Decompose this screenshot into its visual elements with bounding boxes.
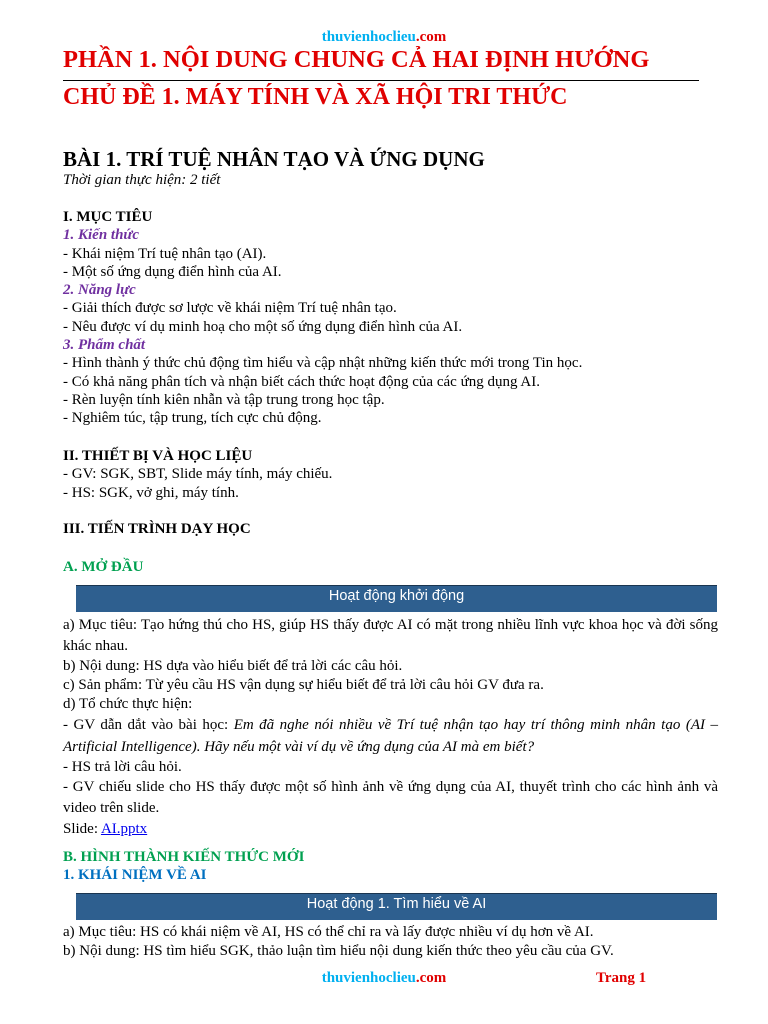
equipment-section — [63, 447, 718, 502]
section-b-body — [63, 923, 718, 961]
knowledge-item: - Khái niệm Trí tuệ nhân tạo (AI). — [63, 245, 267, 262]
section-a-body — [63, 615, 718, 840]
knowledge-item: - Một số ứng dụng điển hình của AI. — [63, 263, 282, 280]
qualities-item: - Hình thành ý thức chủ động tìm hiểu và cập nhật những kiến thức mới trong Tin học. — [63, 355, 583, 372]
header-brand — [0, 29, 768, 46]
section-a-heading: A. MỞ ĐẦU — [63, 559, 144, 575]
section-a-hs-answer: - HS trả lời câu hỏi. — [63, 759, 182, 775]
knowledge-heading: 1. Kiến thức — [63, 227, 140, 244]
skills-item: - Nêu được ví dụ minh hoạ cho một số ứng dụng điển hình của AI. — [63, 318, 463, 335]
objectives-heading: I. MỤC TIÊU — [63, 209, 153, 225]
equipment-heading: II. THIẾT BỊ VÀ HỌC LIỆU — [63, 448, 253, 464]
section-a-gv-intro — [63, 714, 718, 758]
qualities-item: - Nghiêm túc, tập trung, tích cực chủ động. — [63, 410, 322, 427]
section-b-goal: a) Mục tiêu: HS có khái niệm về AI, HS có thể chỉ ra và lấy được nhiều ví dụ hơn về AI. — [63, 924, 594, 940]
section-a-content: b) Nội dung: HS dựa vào hiểu biết để trả lời các câu hỏi. — [63, 658, 403, 674]
activity-bar-warmup: Hoạt động khởi động — [76, 585, 717, 612]
footer-brand — [0, 970, 768, 987]
section-b-subheading: 1. KHÁI NIỆM VỀ AI — [63, 867, 207, 884]
qualities-item: - Rèn luyện tính kiên nhẫn và tập trung trong học tập. — [63, 391, 385, 408]
qualities-heading: 3. Phẩm chất — [63, 337, 146, 354]
section-b-heading: B. HÌNH THÀNH KIẾN THỨC MỚI — [63, 849, 305, 865]
header-brand-suffix: .com — [415, 29, 447, 45]
activity-bar-ai: Hoạt động 1. Tìm hiểu về AI — [76, 893, 717, 920]
topic-title: CHỦ ĐỀ 1. MÁY TÍNH VÀ XÃ HỘI TRI THỨC — [63, 84, 568, 110]
slide-link[interactable]: AI.pptx — [100, 821, 148, 837]
lesson-time: Thời gian thực hiện: 2 tiết — [63, 172, 221, 188]
section-a — [63, 558, 718, 576]
gv-intro-prefix: - GV dẫn dắt vào bài học: — [63, 717, 234, 733]
section-b — [63, 848, 718, 885]
section-a-gv-slide: - GV chiếu slide cho HS thấy được một số hình ảnh về ứng dụng của AI, thuyết trình cho các hình ảnh và video trên slide. — [63, 779, 718, 816]
section-a-slide — [63, 819, 718, 840]
page-number: Trang 1 — [596, 970, 647, 986]
qualities-item: - Có khả năng phân tích và nhận biết cách thức hoạt động của các ứng dụng AI. — [63, 373, 540, 390]
process-heading: III. TIẾN TRÌNH DẠY HỌC — [63, 521, 251, 537]
process-section — [63, 520, 718, 538]
lesson-title: BÀI 1. TRÍ TUỆ NHÂN TẠO VÀ ỨNG DỤNG — [63, 147, 485, 171]
objectives-section — [63, 208, 718, 428]
section-a-organize: d) Tổ chức thực hiện: — [63, 696, 193, 712]
equipment-item: - HS: SGK, vở ghi, máy tính. — [63, 484, 239, 501]
footer-brand-main: thuvienhoclieu — [321, 970, 416, 986]
section-b-content: b) Nội dung: HS tìm hiểu SGK, thảo luận tìm hiểu nội dung kiến thức theo yêu cầu của GV. — [63, 943, 614, 959]
section-a-product: c) Sản phẩm: Từ yêu cầu HS vận dụng sự hiểu biết để trả lời câu hỏi GV đưa ra. — [63, 677, 544, 693]
skills-item: - Giải thích được sơ lược về khái niệm Trí tuệ nhân tạo. — [63, 300, 397, 317]
gv-intro-quote: Em đã nghe nói nhiều về Trí tuệ nhận tạo hay trí thông minh nhân tạo (AI – Artificial Intelligence). Hãy nếu một vài ví dụ về ứng dụng của AI mà em biết? — [63, 717, 718, 755]
section-a-goal: a) Mục tiêu: Tạo hứng thú cho HS, giúp HS thấy được AI có mặt trong nhiều lĩnh vực khoa học và đời sống khác nhau. — [63, 617, 718, 654]
skills-heading: 2. Năng lực — [63, 282, 136, 299]
header-brand-main: thuvienhoclieu — [321, 29, 416, 45]
title-divider — [63, 80, 699, 81]
footer-brand-suffix: .com — [415, 970, 447, 986]
slide-label: Slide: — [63, 821, 101, 837]
part-title: PHẦN 1. NỘI DUNG CHUNG CẢ HAI ĐỊNH HƯỚNG — [63, 46, 650, 73]
equipment-item: - GV: SGK, SBT, Slide máy tính, máy chiếu. — [63, 466, 333, 483]
